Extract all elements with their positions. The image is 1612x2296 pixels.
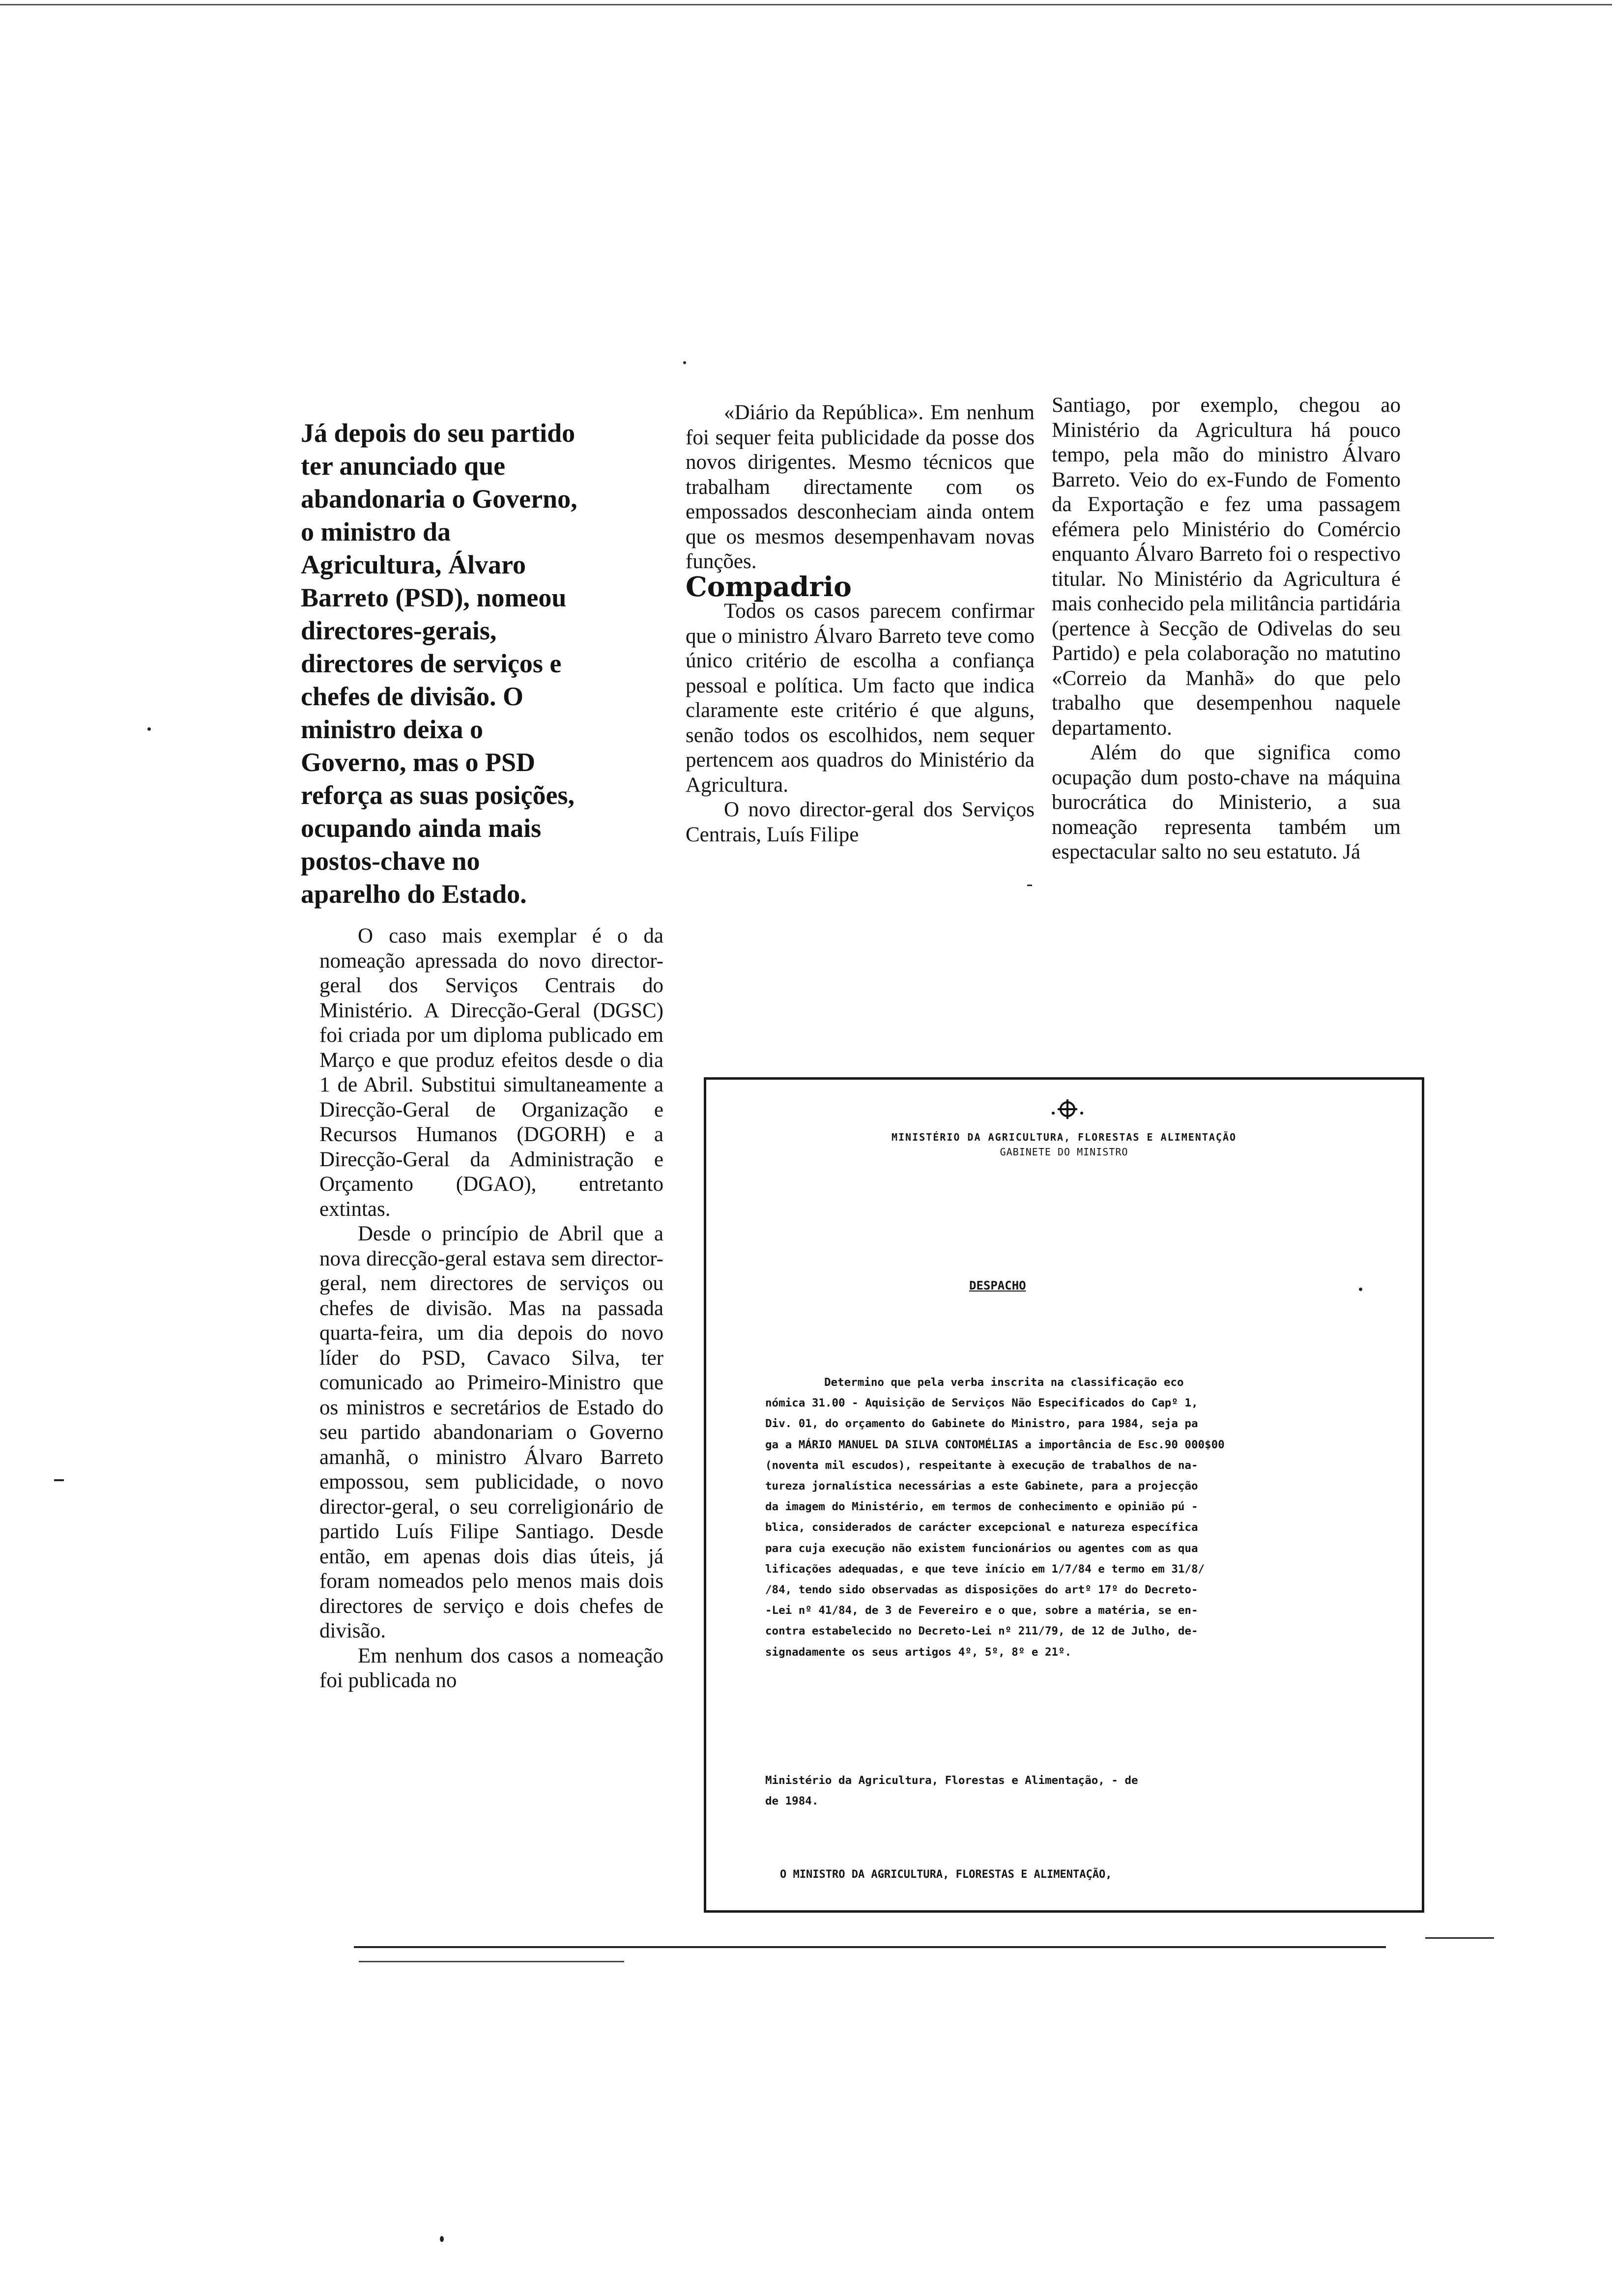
document-line: ga a MÁRIO MANUEL DA SILVA CONTOMÉLIAS a importância de Esc.90 000$00 — [765, 1438, 1225, 1451]
document-title: DESPACHO — [969, 1279, 1026, 1292]
document-line: tureza jornalística necessárias a este Gabinete, para a projecção — [765, 1480, 1198, 1493]
document-place-date — [765, 1770, 1138, 1811]
lede-line: Governo, mas o PSD — [301, 747, 535, 777]
document-line: nómica 31.00 - Aquisição de Serviços Não Especificados do Capº 1, — [765, 1397, 1198, 1410]
paragraph: O caso mais exemplar é o da nomeação apressada do novo director-geral dos Serviços Centrais do Ministério. A Direcção-Geral (DGSC) foi criada por um diploma publicado em Março e que produz efeitos desde o dia 1 de Abril. Substitui simultaneamente a Direcção-Geral de Organização e Recursos Humanos (DGORH) e a Direcção-Geral da Administração e Orçamento (DGAO), entretanto extintas. — [319, 924, 663, 1221]
scan-speck — [147, 727, 151, 731]
article-lede — [301, 417, 645, 911]
lede-line: Barreto (PSD), nomeou — [301, 583, 567, 612]
lede-line: Já depois do seu partido — [301, 418, 576, 448]
paragraph: O novo director-geral dos Serviços Centrais, Luís Filipe — [686, 798, 1035, 846]
document-body — [765, 1372, 1370, 1663]
lede-line: directores-gerais, — [301, 616, 497, 645]
document-line: signadamente os seus artigos 4º, 5º, 8º e 21º. — [765, 1645, 1072, 1659]
article-column-2 — [686, 401, 1035, 847]
paragraph: Todos os casos parecem confirmar que o ministro Álvaro Barreto teve como único critério de escolha a confiança pessoal e política. Um facto que indica claramente este critério é que alguns, senão todos os escolhidos, nem sequer pertencem aos quadros do Ministério da Agricultura. — [686, 600, 1035, 797]
article-column-1 — [319, 924, 663, 1693]
coat-of-arms-icon — [1050, 1094, 1085, 1124]
subheading: Compadrio — [686, 570, 852, 603]
document-line: Determino que pela verba inscrita na classificação eco — [824, 1376, 1184, 1389]
bottom-rule — [354, 1946, 1386, 1948]
lede-line: abandonaria o Governo, — [301, 484, 577, 514]
bottom-rule-left — [359, 1961, 624, 1962]
lede-line: o ministro da — [301, 517, 451, 546]
paragraph: Desde o princípio de Abril que a nova direcção-geral estava sem director-geral, nem directores de serviços ou chefes de divisão. Mas na passada quarta-feira, um dia depois do novo líder do PSD, Cavaco Silva, ter comunicado ao Primeiro-Ministro que os ministros e secretários de Estado do seu partido abandonariam o Governo amanhã, o ministro Álvaro Barreto empossou, sem publicidade, o novo director-geral, o seu correligionário de partido Luís Filipe Santiago. Desde então, em apenas dois dias úteis, já foram nomeados pelo menos mais dois directores de serviço e dois chefes de divisão. — [319, 1222, 663, 1642]
lede-line: ministro deixa o — [301, 715, 484, 744]
despacho-document — [704, 1077, 1424, 1913]
scan-speck — [1359, 1288, 1362, 1291]
lede-line: reforça as suas posições, — [301, 780, 575, 810]
lede-line: aparelho do Estado. — [301, 879, 527, 909]
lede-line: Agricultura, Álvaro — [301, 550, 526, 579]
cabinet-header: GABINETE DO MINISTRO — [1000, 1146, 1128, 1158]
document-signature: O MINISTRO DA AGRICULTURA, FLORESTAS E ALIMENTAÇÃO, — [780, 1868, 1112, 1881]
document-line: Div. 01, do orçamento do Gabinete do Ministro, para 1984, seja pa — [765, 1417, 1198, 1431]
document-line: /84, tendo sido observadas as disposições do artº 17º do Decreto- — [765, 1583, 1198, 1597]
document-line: Ministério da Agricultura, Florestas e Alimentação, - de — [765, 1774, 1138, 1787]
scan-speck — [683, 361, 686, 364]
article-column-3 — [1052, 393, 1401, 865]
document-line: lificações adequadas, e que teve início em 1/7/84 e termo em 31/8/ — [765, 1562, 1205, 1576]
bottom-rule-right — [1425, 1937, 1494, 1939]
paragraph: Além do que significa como ocupação dum posto-chave na máquina burocrática do Ministerio, a sua nomeação representa também um espectacular salto no seu estatuto. Já — [1052, 741, 1401, 863]
lede-line: ter anunciado que — [301, 451, 506, 481]
document-line: para cuja execução não existem funcionários ou agentes com as qua — [765, 1542, 1198, 1555]
scan-speck — [1027, 885, 1032, 886]
ministry-header: MINISTÉRIO DA AGRICULTURA, FLORESTAS E ALIMENTAÇÃO — [891, 1131, 1237, 1143]
document-line: blica, considerados de carácter excepcional e natureza específica — [765, 1521, 1198, 1534]
document-line: (noventa mil escudos), respeitante à execução de trabalhos de na- — [765, 1459, 1198, 1472]
scan-speck — [54, 1479, 64, 1481]
paragraph: «Diário da República». Em nenhum foi sequer feita publicidade da posse dos novos dirigentes. Mesmo técnicos que trabalham directamente com os empossados desconheciam ainda ontem que os mesmos desempenhavam novas funções. — [686, 401, 1035, 573]
scan-speck — [440, 2236, 444, 2242]
document-line: contra estabelecido no Decreto-Lei nº 211/79, de 12 de Julho, de- — [765, 1625, 1198, 1638]
lede-line: postos-chave no — [301, 846, 480, 876]
document-line: de 1984. — [765, 1795, 819, 1808]
top-edge-line — [0, 4, 1612, 5]
paragraph: Santiago, por exemplo, chegou ao Ministério da Agricultura há pouco tempo, pela mão do ministro Álvaro Barreto. Veio do ex-Fundo de Fomento da Exportação e fez uma passagem efémera pelo Ministério do Comércio enquanto Álvaro Barreto foi o respectivo titular. No Ministério da Agricultura é mais conhecido pela militância partidária (pertence à Secção de Odivelas do seu Partido) e pela colaboração no matutino «Correio da Manhã» do que pelo trabalho que desempenhou naquele departamento. — [1052, 394, 1401, 740]
document-line: -Lei nº 41/84, de 3 de Fevereiro e o que, sobre a matéria, se en- — [765, 1604, 1198, 1617]
paragraph: Em nenhum dos casos a nomeação foi publicada no — [319, 1644, 663, 1692]
lede-line: directores de serviços e — [301, 649, 562, 678]
lede-line: ocupando ainda mais — [301, 813, 542, 843]
lede-line: chefes de divisão. O — [301, 682, 523, 711]
document-line: da imagem do Ministério, em termos de conhecimento e opinião pú - — [765, 1500, 1198, 1514]
